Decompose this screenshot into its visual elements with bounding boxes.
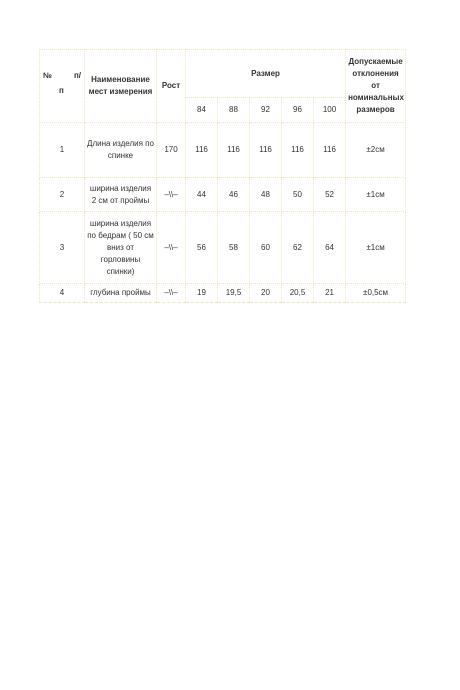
- row-measure-name: ширина изделия 2 см от проймы: [85, 178, 157, 212]
- row-measure-name: ширина изделия по бедрам ( 50 см вниз от горловины спинки): [85, 212, 157, 284]
- header-size-value: 96: [282, 98, 314, 123]
- row-number: 2: [40, 178, 85, 212]
- row-number: 3: [40, 212, 85, 284]
- table-row: [40, 212, 406, 284]
- header-size-value: 84: [186, 98, 218, 123]
- row-height: –\\–: [157, 212, 186, 284]
- row-size-value: 116: [282, 123, 314, 178]
- row-size-value: 19,5: [218, 284, 250, 303]
- row-size-value: 116: [218, 123, 250, 178]
- row-size-value: 56: [186, 212, 218, 284]
- table-row: [40, 284, 406, 303]
- header-number-suffix2: п: [59, 86, 64, 95]
- row-size-value: 116: [250, 123, 282, 178]
- header-measure-name: Наименование мест измерения: [85, 50, 157, 123]
- row-size-value: 60: [250, 212, 282, 284]
- row-size-value: 44: [186, 178, 218, 212]
- row-measure-name: Длина изделия по спинке: [85, 123, 157, 178]
- row-tolerance: ±0,5см: [346, 284, 406, 303]
- row-height: 170: [157, 123, 186, 178]
- header-number-cell: [40, 50, 85, 123]
- row-height: –\\–: [157, 178, 186, 212]
- row-tolerance: ±1см: [346, 212, 406, 284]
- row-size-value: 48: [250, 178, 282, 212]
- row-measure-name: глубина проймы: [85, 284, 157, 303]
- row-size-value: 116: [314, 123, 346, 178]
- row-size-value: 19: [186, 284, 218, 303]
- header-height: Рост: [157, 50, 186, 123]
- row-size-value: 64: [314, 212, 346, 284]
- row-size-value: 20,5: [282, 284, 314, 303]
- row-size-value: 46: [218, 178, 250, 212]
- table-row: [40, 123, 406, 178]
- header-tolerance: Допускаемые отклонения от номинальных размеров: [346, 50, 406, 123]
- row-size-value: 116: [186, 123, 218, 178]
- row-size-value: 58: [218, 212, 250, 284]
- row-size-value: 20: [250, 284, 282, 303]
- row-number: 1: [40, 123, 85, 178]
- measurements-table: [39, 49, 406, 303]
- header-size-value: 100: [314, 98, 346, 123]
- header-size-value: 92: [250, 98, 282, 123]
- row-size-value: 62: [282, 212, 314, 284]
- header-row: [40, 50, 406, 98]
- row-size-value: 21: [314, 284, 346, 303]
- header-size-value: 88: [218, 98, 250, 123]
- row-size-value: 52: [314, 178, 346, 212]
- header-number-symbol: №: [43, 71, 52, 80]
- row-tolerance: ±2см: [346, 123, 406, 178]
- header-number-suffix: п/: [73, 71, 81, 80]
- row-tolerance: ±1см: [346, 178, 406, 212]
- row-number: 4: [40, 284, 85, 303]
- row-height: –\\–: [157, 284, 186, 303]
- header-size: Размер: [186, 50, 346, 98]
- table-row: [40, 178, 406, 212]
- row-size-value: 50: [282, 178, 314, 212]
